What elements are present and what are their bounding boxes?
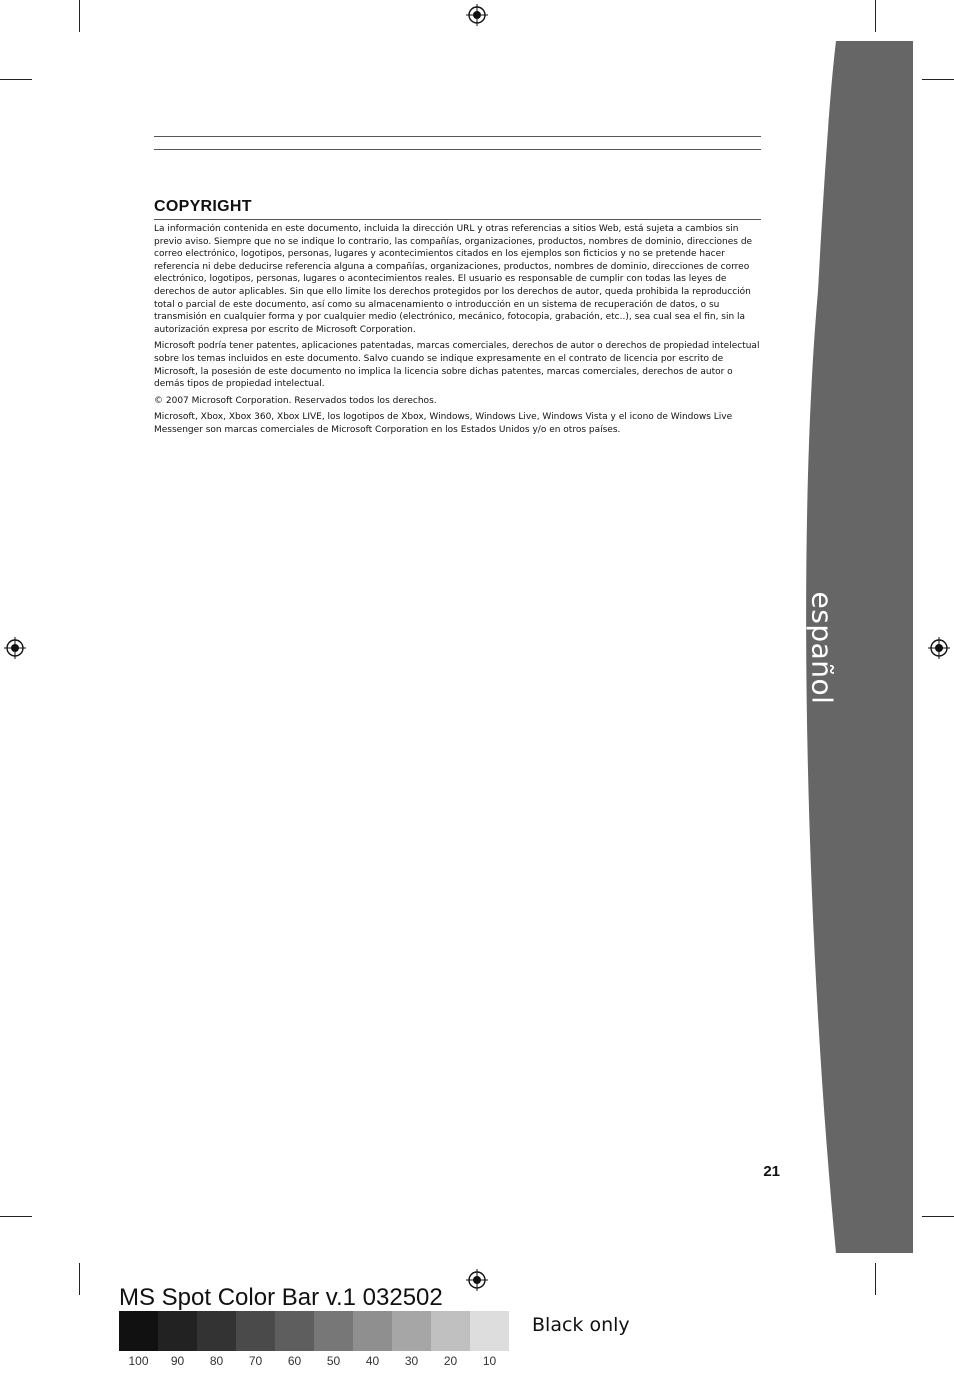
color-swatch (236, 1311, 275, 1351)
color-swatch (470, 1311, 509, 1351)
crop-mark-bottom-left-v (79, 1263, 80, 1295)
swatch-label: 100 (128, 1354, 149, 1368)
color-swatch (119, 1311, 158, 1351)
color-swatch (197, 1311, 236, 1351)
paragraph: © 2007 Microsoft Corporation. Reservados todos los derechos. (154, 395, 437, 406)
swatch-label: 60 (287, 1354, 302, 1368)
color-bar-note: Black only (532, 1314, 630, 1336)
swatch-label: 50 (326, 1354, 341, 1368)
color-bar-title: MS Spot Color Bar v.1 032502 (119, 1284, 443, 1311)
color-swatch (431, 1311, 470, 1351)
paragraph: Microsoft podría tener patentes, aplicaciones patentadas, marcas comerciales, derechos de autor o derechos de propiedad intelectual sobre los temas incluidos en este documento. Salvo cuando se indique expresamente en el contrato de licencia por escrito de Microsoft, la posesión de este documento no implica la licencia sobre dichas patentes, marcas comerciales, derechos de autor o demás tipos de propiedad intelectual. (154, 341, 760, 390)
color-swatch (158, 1311, 197, 1351)
header-rule-top (154, 136, 761, 137)
swatch-label: 70 (248, 1354, 263, 1368)
color-swatch (314, 1311, 353, 1351)
color-bar (119, 1311, 509, 1351)
swatch-label: 20 (443, 1354, 458, 1368)
crop-mark-bottom-left-h (0, 1216, 32, 1217)
color-bar-labels (119, 1354, 509, 1368)
header-rule-bottom (154, 149, 761, 150)
registration-mark-icon (4, 637, 26, 659)
swatch-label: 30 (404, 1354, 419, 1368)
copyright-section (154, 198, 761, 441)
color-swatch (392, 1311, 431, 1351)
crop-mark-top-right-h (922, 79, 954, 80)
registration-mark-icon (928, 637, 950, 659)
paragraph: La información contenida en este documento, incluida la dirección URL y otras referencias a sitios Web, está sujeta a cambios sin previo aviso. Siempre que no se indique lo contrario, las compañías, organizaciones, productos, nombres de dominio, direcciones de correo electrónico, logotipos, personas, lugares y acontecimientos citados en los ejemplos son ficticios y no se pretende hacer referencia ni debe deducirse referencia alguna a compañías, organizaciones, productos, nombres de dominio, direcciones de correo electrónico, logotipos, personas, lugares o acontecimientos reales. El usuario es responsable de cumplir con todas las leyes de derechos de autor aplicables. Sin que ello limite los derechos protegidos por los derechos de autor, queda prohibida la reproducción total o parcial de este documento, así como su almacenamiento o introducción en un sistema de recuperación de datos, o su transmisión en cualquier forma y por cualquier medio (electrónico, mecánico, fotocopia, grabación, etc..), sea cual sea el fin, sin la autorización expresa por escrito de Microsoft Corporation. (154, 224, 753, 335)
crop-mark-bottom-right-h (922, 1216, 954, 1217)
crop-mark-top-right-v (875, 0, 876, 32)
swatch-label: 40 (365, 1354, 380, 1368)
crop-mark-top-left-v (79, 0, 80, 32)
page-number: 21 (763, 1163, 780, 1180)
language-tab-label: español (805, 591, 839, 705)
swatch-label: 90 (170, 1354, 185, 1368)
registration-mark-icon (466, 4, 488, 26)
paragraph: Microsoft, Xbox, Xbox 360, Xbox LIVE, los logotipos de Xbox, Windows, Windows Live, Windows Vista y el icono de Windows Live Messenger son marcas comerciales de Microsoft Corporation en los Estados Unidos y/o en otros países. (154, 412, 733, 435)
swatch-label: 80 (209, 1354, 224, 1368)
registration-mark-icon (466, 1269, 488, 1291)
crop-mark-top-left-h (0, 79, 32, 80)
swatch-label: 10 (482, 1354, 497, 1368)
color-swatch (353, 1311, 392, 1351)
color-swatch (275, 1311, 314, 1351)
section-heading: COPYRIGHT (154, 198, 761, 220)
crop-mark-bottom-right-v (875, 1263, 876, 1295)
